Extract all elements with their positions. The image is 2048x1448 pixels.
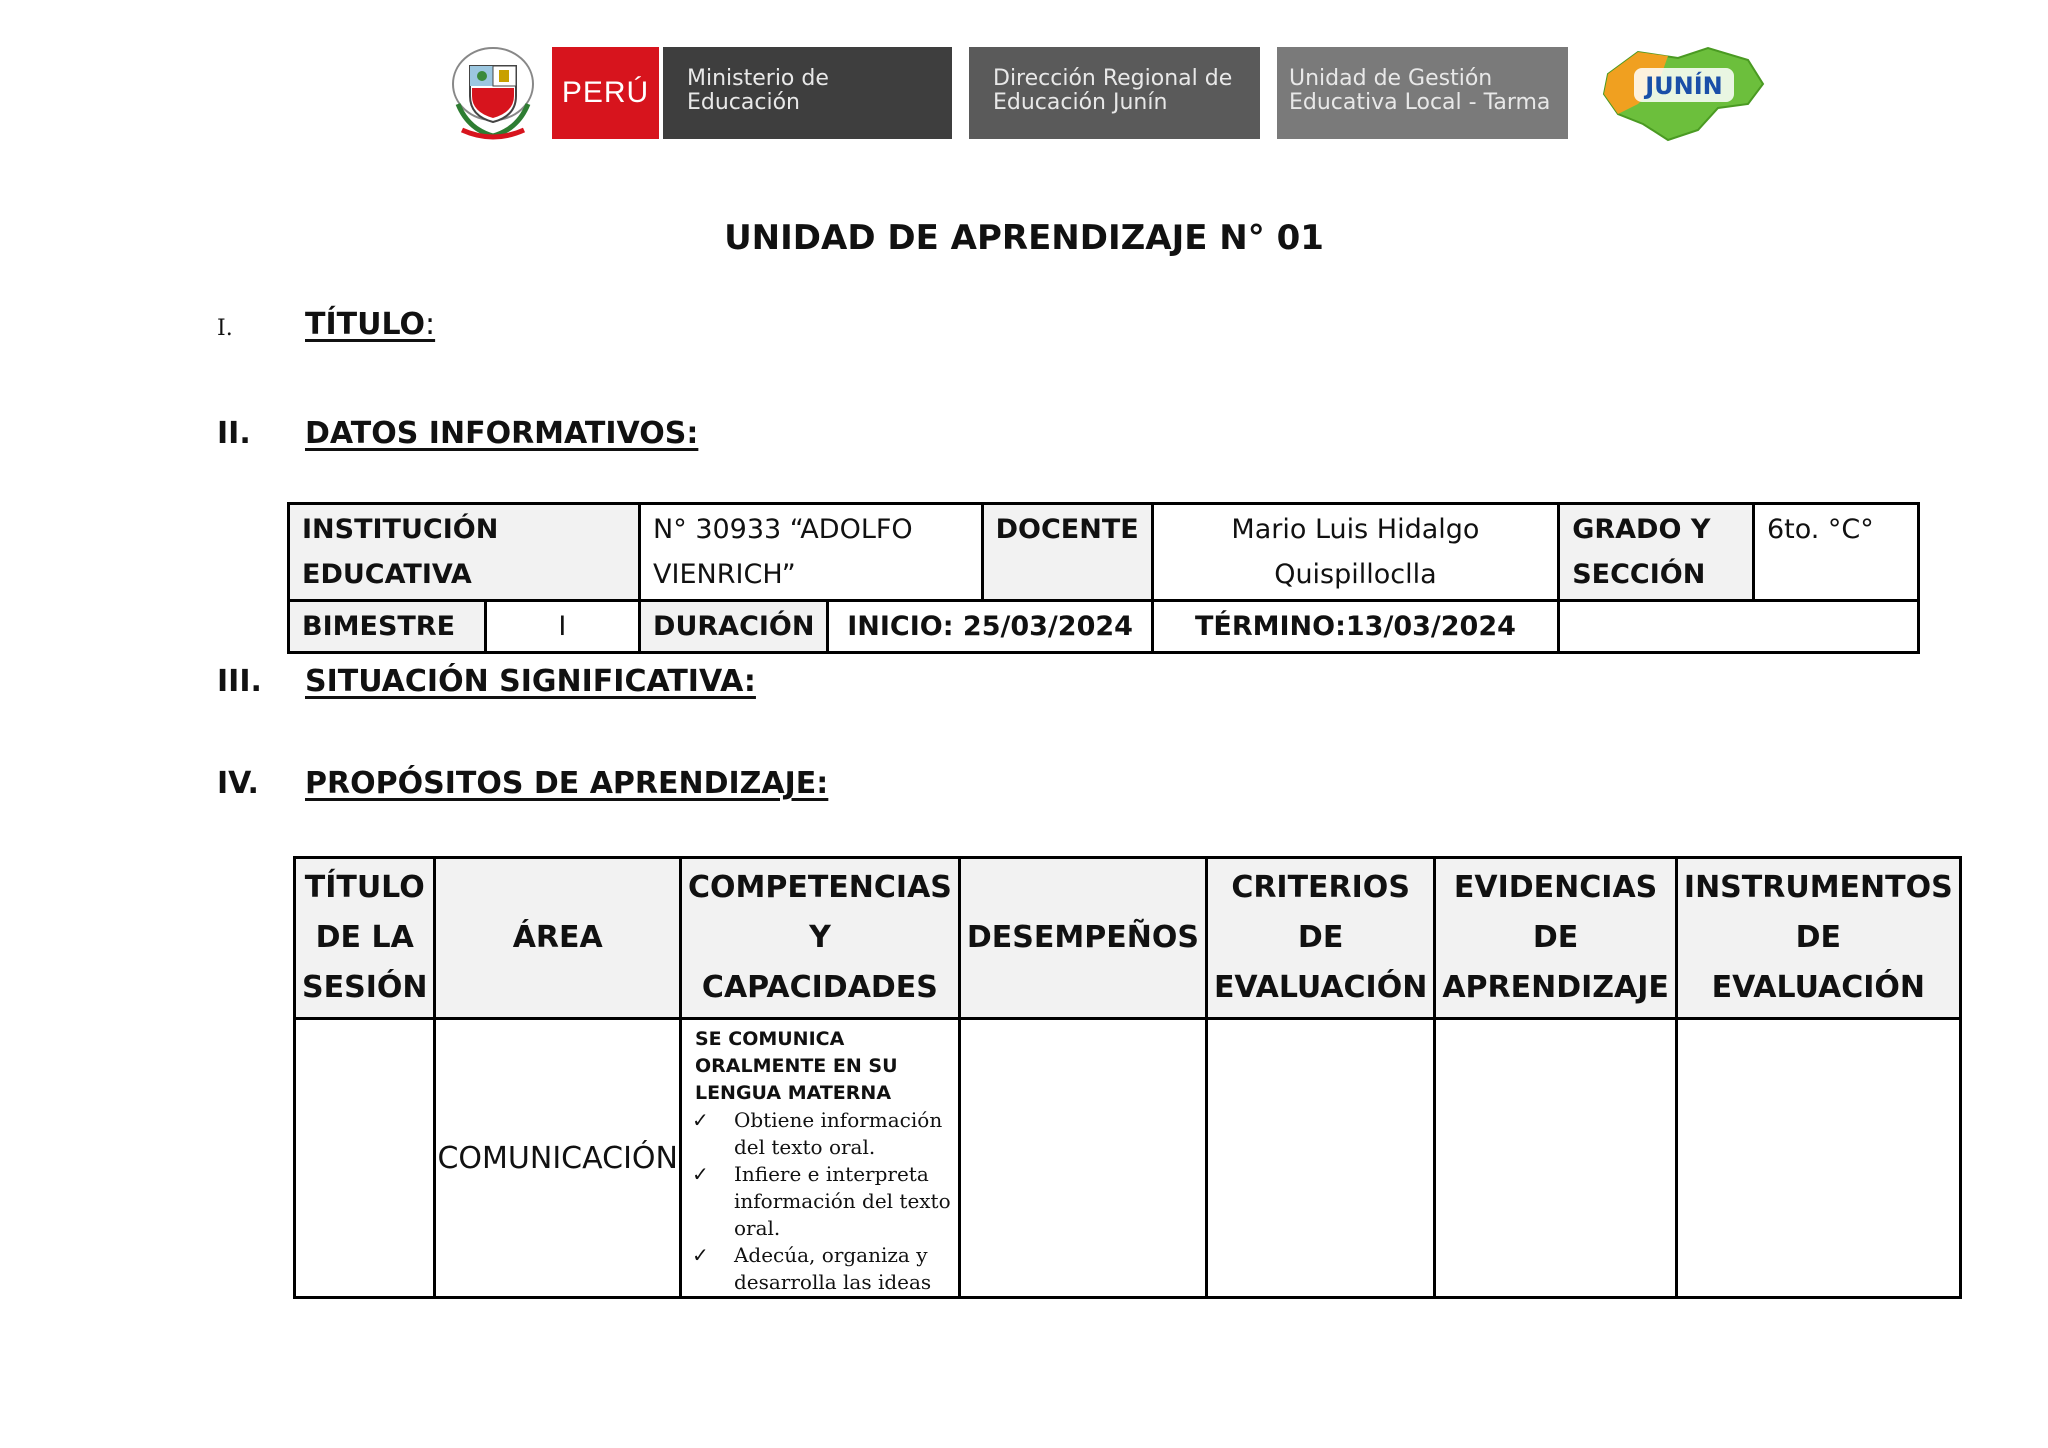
- check-icon: ✓: [691, 1108, 709, 1132]
- header-performances: DESEMPEÑOS: [959, 858, 1206, 1019]
- instruments-cell: [1676, 1019, 1960, 1298]
- check-icon: ✓: [691, 1162, 709, 1186]
- peru-logo: [552, 47, 659, 139]
- minedu-line-1: Ministerio de: [687, 66, 829, 91]
- list-item: [692, 1161, 952, 1242]
- minedu-line-2: Educación: [687, 90, 800, 115]
- section-4-number: IV.: [217, 766, 259, 801]
- evidence-cell: [1435, 1019, 1677, 1298]
- minedu-logo: [663, 47, 952, 139]
- header-instruments: INSTRUMENTOS DE EVALUACIÓN: [1676, 858, 1960, 1019]
- grade-section-value: 6to. °C°: [1753, 504, 1918, 601]
- area-cell: COMUNICACIÓN: [435, 1019, 680, 1298]
- list-item: [692, 1107, 952, 1161]
- section-2-title: DATOS INFORMATIVOS:: [305, 416, 699, 451]
- list-item: [692, 1242, 952, 1296]
- table-row: [295, 1019, 1961, 1298]
- header-area: ÁREA: [435, 858, 680, 1019]
- institution-label: INSTITUCIÓN EDUCATIVA: [289, 504, 640, 601]
- check-icon: ✓: [691, 1243, 709, 1267]
- ugel-line-2: Educativa Local - Tarma: [1289, 90, 1551, 115]
- criteria-cell: [1206, 1019, 1434, 1298]
- dre-line-2: Educación Junín: [993, 90, 1168, 115]
- section-1-number: I.: [217, 316, 233, 341]
- duration-label: DURACIÓN: [640, 601, 828, 653]
- section-4-title: PROPÓSITOS DE APRENDIZAJE:: [305, 766, 829, 801]
- junin-logo-label: JUNÍN: [1645, 72, 1723, 100]
- ugel-line-1: Unidad de Gestión: [1289, 66, 1493, 91]
- header-criteria: CRITERIOS DE EVALUACIÓN: [1206, 858, 1434, 1019]
- performances-cell: [959, 1019, 1206, 1298]
- section-3-number: III.: [217, 664, 262, 699]
- section-1-title: TÍTULO: [305, 307, 425, 342]
- capacity-text: Adecúa, organiza y desarrolla las ideas: [733, 1243, 932, 1294]
- competency-title: SE COMUNICA ORALMENTE EN SU LENGUA MATERNA: [694, 1028, 898, 1104]
- section-3-title: SITUACIÓN SIGNIFICATIVA:: [305, 664, 756, 699]
- teacher-value: Mario Luis Hidalgo Quispilloclla: [1152, 504, 1559, 601]
- peru-logo-label: PERÚ: [561, 76, 650, 109]
- header-competencies: COMPETENCIAS Y CAPACIDADES: [680, 858, 959, 1019]
- capacities-list: [692, 1107, 952, 1296]
- dre-logo: [969, 47, 1260, 139]
- institution-value: N° 30933 “ADOLFO VIENRICH”: [640, 504, 983, 601]
- section-2-number: II.: [217, 416, 251, 451]
- grade-section-label: GRADO Y SECCIÓN: [1559, 504, 1754, 601]
- dre-line-1: Dirección Regional de: [993, 66, 1233, 91]
- bimester-value: I: [485, 601, 640, 653]
- capacity-text: Obtiene información del texto oral.: [733, 1108, 943, 1159]
- document-title: UNIDAD DE APRENDIZAJE N° 01: [724, 218, 1324, 258]
- peru-coat-of-arms-icon: [448, 44, 538, 144]
- competencies-cell: [680, 1019, 959, 1298]
- junin-region-logo: [1598, 44, 1768, 144]
- header-evidence: EVIDENCIAS DE APRENDIZAJE: [1435, 858, 1677, 1019]
- informative-data-table: [287, 502, 1920, 654]
- empty-cell: [1559, 601, 1919, 653]
- header-session-title: TÍTULO DE LA SESIÓN: [295, 858, 435, 1019]
- section-1-heading: [305, 307, 435, 342]
- end-date: TÉRMINO:13/03/2024: [1152, 601, 1559, 653]
- section-1-colon: :: [425, 307, 436, 342]
- session-title-cell: [295, 1019, 435, 1298]
- bimester-label: BIMESTRE: [289, 601, 486, 653]
- learning-purposes-table: [293, 856, 1962, 1299]
- ugel-logo: [1277, 47, 1568, 139]
- capacity-text: Infiere e interpreta información del texto oral.: [733, 1162, 951, 1240]
- teacher-label: DOCENTE: [982, 504, 1152, 601]
- start-date: INICIO: 25/03/2024: [828, 601, 1152, 653]
